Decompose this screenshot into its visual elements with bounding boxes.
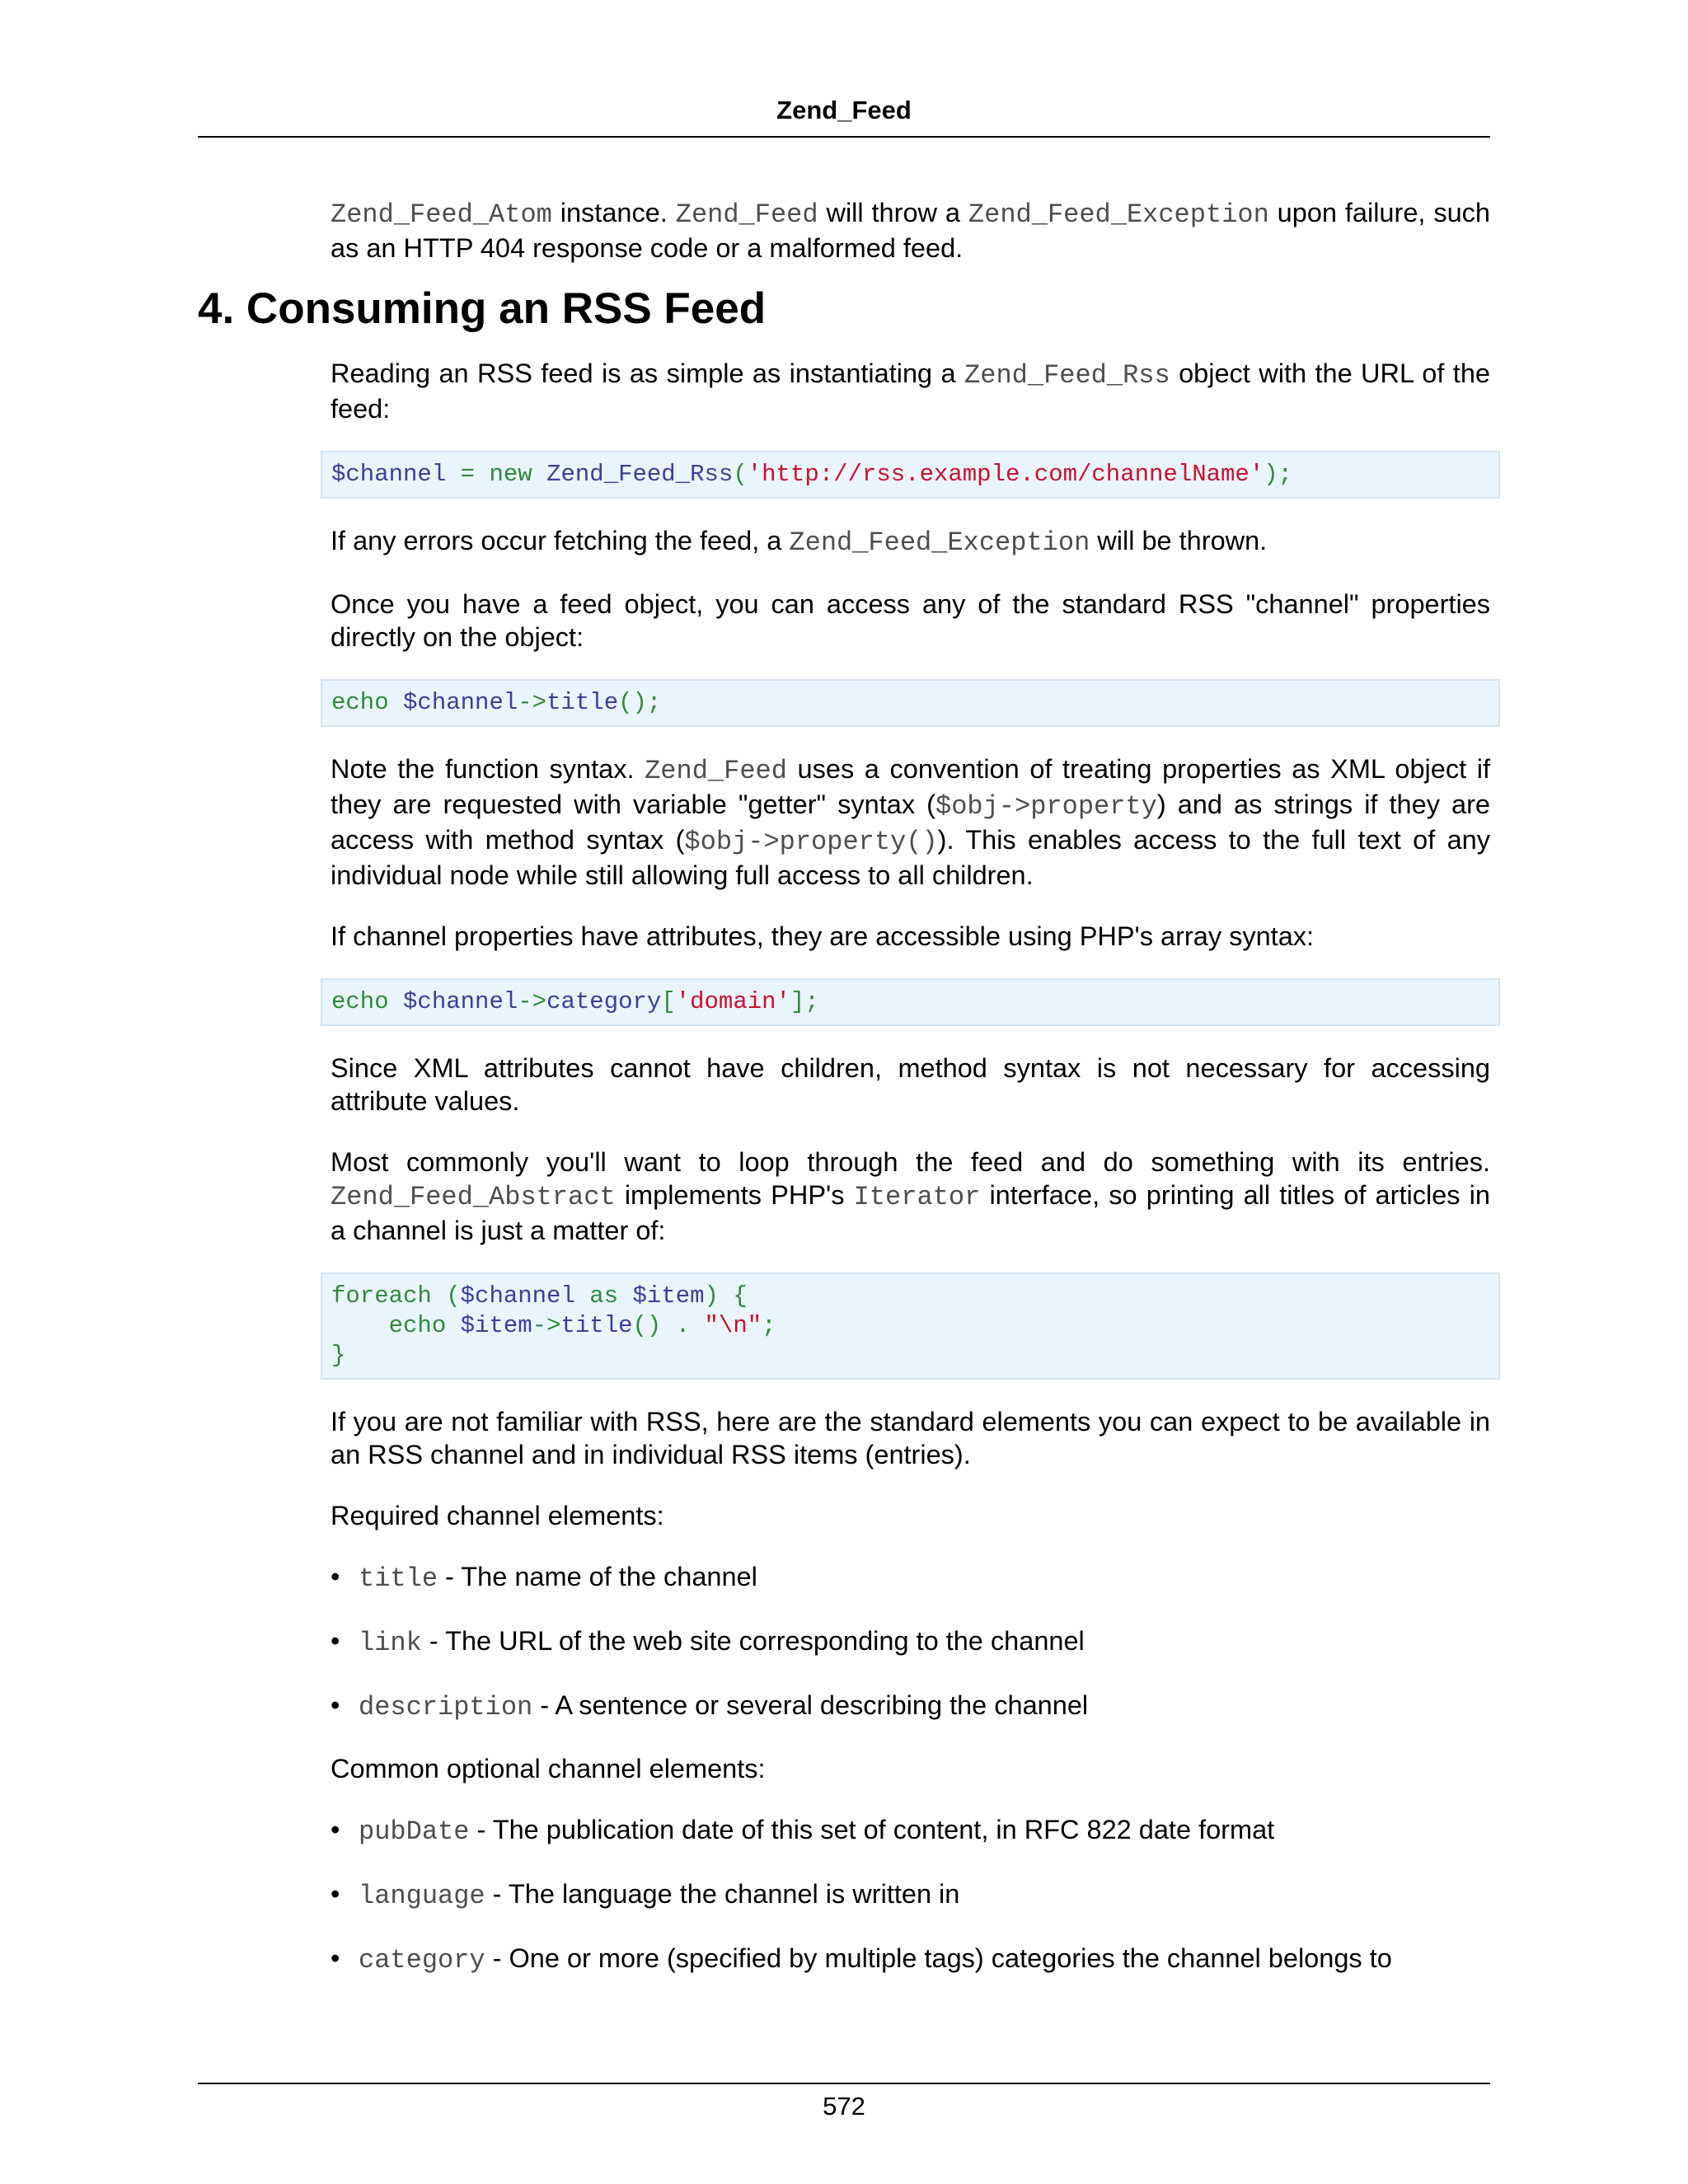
text-span: interface, so printing all titles of articles in a channel is just a matter of: (331, 1179, 1490, 1245)
code-token: -> (532, 1311, 561, 1339)
header-rule (198, 136, 1490, 138)
paragraph-feed-object: Once you have a feed object, you can access any of the standard RSS "channel" properties directly on the object: (331, 588, 1490, 652)
paragraph-attributes: If channel properties have attributes, they are accessible using PHP's array syntax: (331, 921, 1315, 951)
list-item (331, 1942, 1490, 1977)
list-item (331, 1877, 1490, 1913)
code-token: foreach (331, 1282, 432, 1310)
text-span: - A sentence or several describing the channel (532, 1690, 1089, 1720)
code-token: 'domain' (675, 987, 790, 1015)
code-token: category (546, 987, 662, 1015)
code-block-instantiate (321, 451, 1500, 499)
section-body (331, 357, 1490, 1977)
text-span: Reading an RSS feed is as simple as instantiating a (331, 358, 965, 388)
bullet-icon: • (331, 1690, 340, 1720)
code-token: title (560, 1311, 633, 1339)
text-span: ) and as strings if they are access with method syntax ( (331, 789, 1490, 855)
code-token: Zend_Feed_Rss (546, 460, 734, 488)
list-item (331, 1689, 1490, 1724)
list-item (331, 1624, 1490, 1660)
inline-code: title (359, 1563, 438, 1594)
code-token (389, 988, 403, 1015)
text-span: ). This enables access to the full text of any individual node while still allowing full access to all children. (331, 824, 1490, 890)
inline-code: Zend_Feed_Exception (789, 527, 1090, 558)
inline-code: pubDate (359, 1816, 470, 1847)
code-token: $item (460, 1311, 532, 1339)
paragraph-errors (331, 524, 1490, 560)
text-span: Note the function syntax. (331, 753, 645, 784)
code-token: "\n" (704, 1311, 762, 1339)
text-span: will be thrown. (1090, 525, 1268, 555)
text-span: uses a convention of treating properties as XML object if they are requested with variable "getter" syntax ( (331, 753, 1490, 819)
inline-code: Iterator (853, 1181, 981, 1212)
inline-code: $obj->property (935, 790, 1157, 822)
inline-code: Zend_Feed_Abstract (331, 1181, 616, 1212)
code-token: as (574, 1282, 633, 1310)
required-elements-list (331, 1560, 1490, 1724)
code-token: new (489, 460, 532, 488)
code-token: echo (388, 1311, 447, 1339)
text-span: - The publication date of this set of content, in RFC 822 date format (469, 1814, 1275, 1844)
code-block-foreach (321, 1272, 1500, 1380)
paragraph-optional-heading: Common optional channel elements: (331, 1753, 766, 1783)
code-token: } (331, 1341, 346, 1369)
paragraph-required-heading: Required channel elements: (331, 1500, 664, 1530)
inline-code: language (359, 1880, 485, 1911)
code-token: ( (733, 460, 748, 488)
paragraph-xml-attributes: Since XML attributes cannot have children, method syntax is not necessary for accessing attribute values. (331, 1052, 1490, 1116)
code-token: ); (1264, 460, 1293, 488)
list-item (331, 1813, 1490, 1849)
code-token: = (446, 460, 490, 488)
code-token: -> (518, 688, 547, 716)
code-token: () . (632, 1311, 705, 1339)
optional-elements-list (331, 1813, 1490, 1977)
code-token: echo (331, 987, 389, 1015)
list-item (331, 1560, 1490, 1596)
intro-paragraph-block (331, 196, 1490, 265)
code-token: $channel (403, 688, 518, 716)
code-token: -> (518, 987, 547, 1015)
paragraph-function-syntax (331, 752, 1490, 892)
code-token: 'http://rss.example.com/channelName' (747, 460, 1264, 488)
bullet-icon: • (331, 1814, 340, 1844)
text-span: upon failure, such as an HTTP 404 response code or a malformed feed. (331, 198, 1490, 263)
paragraph-reading-rss (331, 357, 1490, 425)
code-token: ( (431, 1282, 461, 1310)
paragraph-not-familiar: If you are not familiar with RSS, here are the standard elements you can expect to be available in an RSS channel and in individual RSS items (entries). (331, 1406, 1490, 1469)
text-span: - One or more (specified by multiple tags) categories the channel belongs to (485, 1943, 1392, 1973)
text-span: - The name of the channel (438, 1561, 757, 1591)
code-block-echo-title (321, 679, 1500, 727)
code-token (446, 1312, 460, 1339)
code-token (532, 461, 546, 488)
page-content (198, 194, 1490, 1977)
text-span: instance. (551, 198, 676, 227)
page-number: 572 (823, 2092, 865, 2121)
inline-code: Zend_Feed_Exception (968, 199, 1269, 230)
code-token: $channel (331, 460, 447, 488)
paragraph-loop (331, 1146, 1490, 1247)
code-token: $channel (403, 987, 518, 1015)
footer-rule (198, 2083, 1490, 2084)
code-token: $item (632, 1282, 705, 1310)
bullet-icon: • (331, 1943, 340, 1973)
text-span: - The URL of the web site corresponding to the channel (421, 1625, 1085, 1656)
bullet-icon: • (331, 1625, 340, 1656)
bullet-icon: • (331, 1561, 340, 1591)
code-token (389, 689, 403, 716)
inline-code: Zend_Feed_Atom (331, 199, 552, 230)
inline-code: Zend_Feed (645, 755, 787, 786)
page-header-title: Zend_Feed (776, 96, 912, 124)
code-token: ; (762, 1311, 776, 1339)
inline-code: Zend_Feed_Rss (964, 359, 1170, 391)
intro-paragraph (331, 196, 1490, 265)
inline-code: category (359, 1944, 485, 1975)
text-span: Most commonly you'll want to loop through the feed and do something with its entries. (331, 1146, 1490, 1177)
inline-code: $obj->property() (684, 826, 938, 857)
code-token: [ (661, 987, 676, 1015)
inline-code: description (359, 1691, 533, 1722)
code-token: title (546, 688, 619, 716)
code-token: (); (618, 688, 662, 716)
text-span: will throw a (818, 198, 968, 227)
code-token: ) { (704, 1282, 748, 1310)
section-title: 4. Consuming an RSS Feed (198, 284, 767, 333)
text-span: object with the URL of the feed: (331, 358, 1490, 424)
code-token: ]; (790, 987, 819, 1015)
text-span: If any errors occur fetching the feed, a (331, 525, 790, 555)
inline-code: link (359, 1627, 422, 1658)
code-token (331, 1312, 389, 1339)
text-span: implements PHP's (615, 1179, 854, 1210)
code-token: $channel (460, 1282, 575, 1310)
code-token: echo (331, 688, 389, 716)
inline-code: Zend_Feed (675, 199, 818, 230)
bullet-icon: • (331, 1878, 340, 1909)
text-span: - The language the channel is written in (485, 1878, 960, 1909)
code-block-echo-category (321, 978, 1500, 1026)
